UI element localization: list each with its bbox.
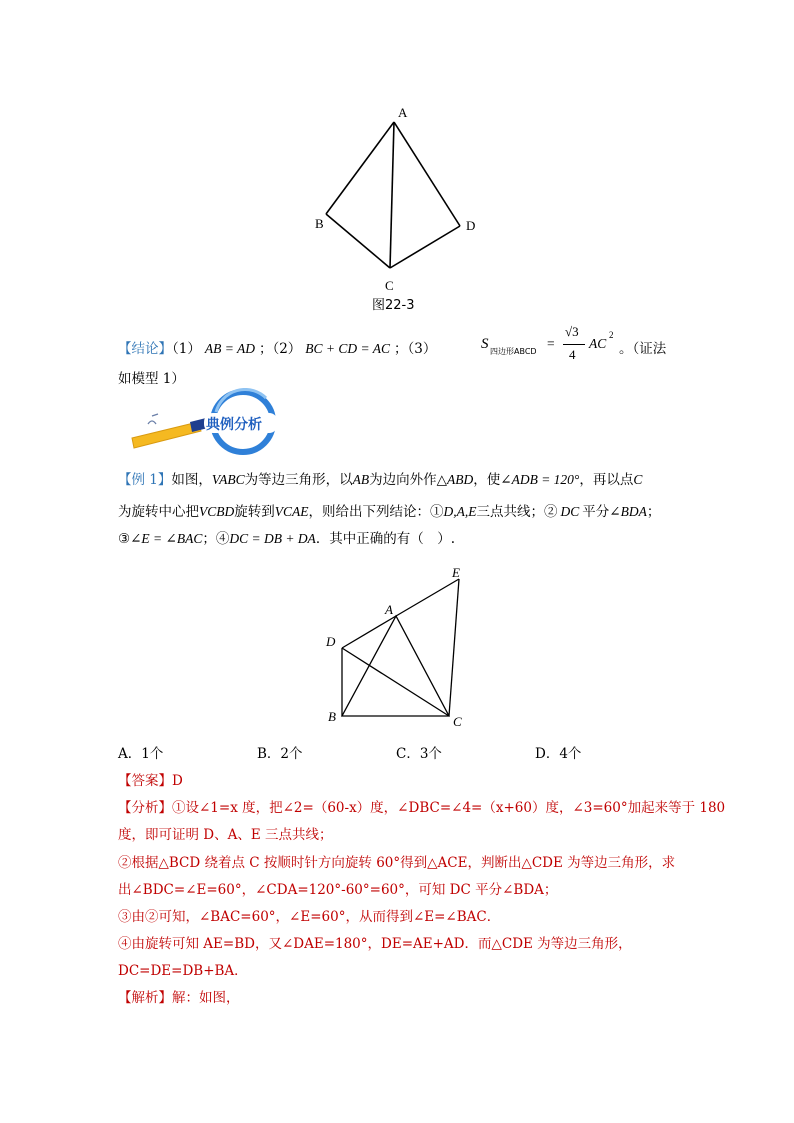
segment-ab: AB [352, 472, 370, 487]
answer-line [118, 769, 183, 789]
example-text: ，则给出下列结论： [308, 504, 430, 520]
separator: ； [258, 341, 273, 357]
example-text: ，使 [473, 472, 501, 488]
solution-text: 解：如图， [172, 990, 240, 1006]
analysis-tag: 【分析】 [118, 800, 172, 816]
option-c: C．3个 [396, 746, 442, 762]
example-text: 为旋转中心把 [118, 504, 199, 520]
length-equation: DC = DB + DA [229, 531, 316, 546]
fraction-bar [563, 344, 585, 345]
triangle-cbd: VCBD [199, 504, 235, 519]
fig1-label-a: A [398, 105, 408, 120]
angle-equation: ∠E = ∠BAC [130, 531, 203, 546]
analysis-line-3: ②根据△BCD 绕着点 C 按顺时针方向旋转 60°得到△ACE，判断出△CDE 为等边三角形，求 [118, 855, 676, 871]
example-line-1 [118, 468, 642, 488]
conclusion-formula-1: AB = AD [204, 341, 255, 356]
answer-value: D [172, 773, 183, 789]
answer-tag: 【答案】 [118, 773, 172, 789]
solution-line [118, 986, 240, 1006]
example-text: 三点共线； [476, 504, 544, 520]
option-b: B．2个 [257, 746, 303, 762]
segment-dc: DC [560, 504, 580, 519]
point-c: C [633, 472, 643, 487]
equals-sign: = [547, 336, 555, 351]
item-marker: ④ [215, 531, 230, 547]
example-text: 旋转到 [234, 504, 275, 520]
area-symbol: S [481, 336, 489, 352]
fraction-numerator: √3 [565, 324, 579, 339]
example-text: 为等边三角形，以 [244, 472, 353, 488]
conclusion-line-1 [118, 337, 436, 357]
example-text: ．其中正确的有（ ）. [315, 531, 456, 547]
fig1-label-b: B [315, 216, 324, 231]
fig2-label-a: A [385, 602, 393, 617]
example-text: 为边向外作 [369, 472, 437, 488]
area-formula [481, 322, 681, 370]
option-a: A．1个 [118, 746, 164, 762]
item-marker: ① [430, 504, 444, 520]
ac-term: AC [589, 336, 607, 351]
badge-label: 典例分析 [206, 417, 262, 433]
analysis-line-5: ③由②可知，∠BAC=60°，∠E=60°，从而得到∠E=∠BAC． [118, 909, 501, 925]
conclusion-formula-2: BC + CD = AC [305, 341, 391, 356]
conclusion-item-3-num: （3） [407, 341, 437, 357]
example-text: 如图， [171, 472, 212, 488]
area-subscript: 四边形ABCD [490, 347, 537, 356]
example-figure [320, 560, 480, 735]
separator: ； [202, 531, 216, 547]
exponent: 2 [609, 330, 614, 340]
triangle-cae: VCAE [274, 504, 309, 519]
points-dae: D,A,E [443, 504, 477, 519]
fig1-label-d: D [466, 218, 476, 233]
fig2-label-b: B [328, 709, 336, 724]
analysis-text: ①设∠1=x 度，把∠2=（60-x）度，∠DBC=∠4=（x+60）度，∠3=60°加起来等于 180 [172, 800, 726, 816]
option-d: D．4个 [535, 746, 582, 762]
example-line-2 [118, 500, 660, 520]
fraction-denominator: 4 [569, 347, 576, 362]
analysis-line-4: 出∠BDC=∠E=60°，∠CDA=120°-60°=60°，可知 DC 平分∠BDA； [118, 882, 558, 898]
item-marker: ② [544, 504, 558, 520]
separator: ； [394, 341, 408, 357]
conclusion-item-1-num: （1） [172, 341, 201, 357]
triangle-abd: △ABD [436, 472, 474, 487]
figure-22-3 [300, 100, 500, 315]
analysis-line-7: DC=DE=DB+BA． [118, 963, 248, 979]
example-analysis-badge [128, 388, 288, 456]
figure-caption: 图22-3 [372, 298, 415, 313]
fig2-label-c: C [453, 714, 462, 729]
conclusion-line-2: 如模型 1） [118, 371, 185, 387]
conclusion-tag: 【结论】 [118, 341, 172, 357]
angle-bda: ∠BDA [609, 504, 647, 519]
analysis-line-1 [118, 796, 725, 816]
fig2-label-d: D [326, 634, 336, 649]
analysis-line-2: 度，即可证明 D、A、E 三点共线； [118, 827, 333, 843]
fig2-label-e: E [452, 565, 460, 580]
example-line-3 [118, 527, 455, 547]
analysis-line-6: ④由旋转可知 AE=BD，又∠DAE=180°，DE=AE+AD．而△CDE 为等边三角形， [118, 936, 632, 952]
example-text: 平分 [582, 504, 610, 520]
angle-adb: ∠ADB = 120° [500, 472, 580, 487]
example-tag: 【例 1】 [118, 472, 172, 488]
separator: ； [646, 504, 661, 520]
conclusion-item-2-num: （2） [272, 341, 302, 357]
conclusion-tail: 。（证法 [619, 341, 667, 357]
solution-tag: 【解析】 [118, 990, 172, 1006]
triangle-abc: VABC [211, 472, 245, 487]
fig1-label-c: C [385, 278, 394, 293]
example-text: ，再以点 [579, 472, 634, 488]
item-marker: ③ [118, 531, 131, 547]
